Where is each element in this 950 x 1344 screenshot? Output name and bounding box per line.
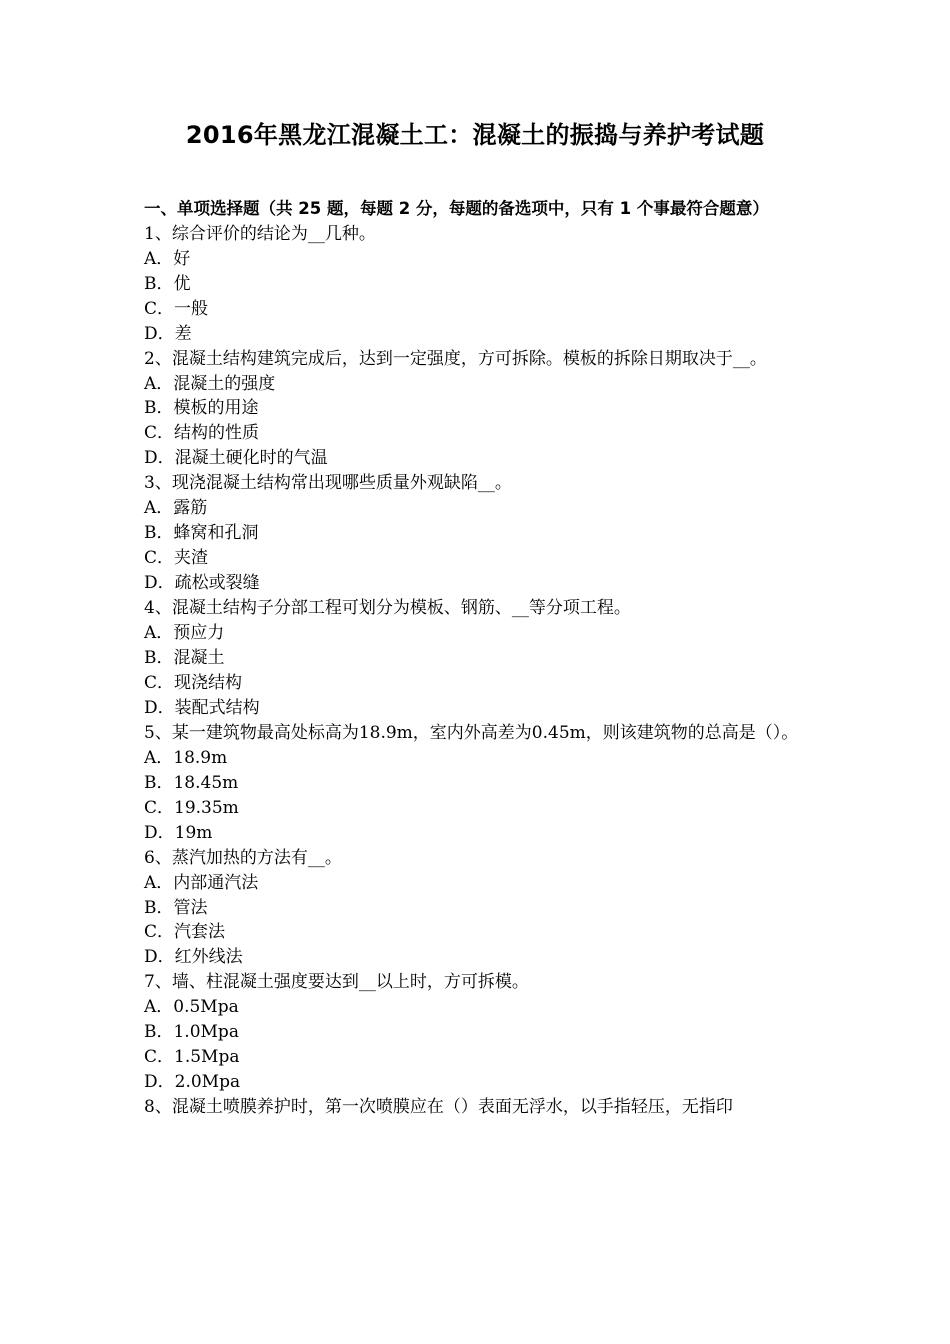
option-a: A．好 — [144, 248, 191, 269]
option-b: B．管法 — [144, 897, 208, 918]
option-d: D．19m — [144, 822, 213, 843]
option-c: C．汽套法 — [144, 922, 226, 943]
option-d: D．混凝土硬化时的气温 — [144, 448, 328, 469]
option-b: B．18.45m — [144, 772, 239, 793]
question-text: 8、混凝土喷膜养护时，第一次喷膜应在（）表面无浮水，以手指轻压，无指印 — [144, 1097, 733, 1118]
question-1 — [144, 222, 808, 347]
question-text: 1、综合评价的结论为__几种。 — [144, 223, 376, 244]
option-b: B．优 — [144, 273, 191, 294]
option-d: D．差 — [144, 323, 192, 344]
option-d: D．2.0Mpa — [144, 1072, 241, 1093]
question-text: 3、现浇混凝土结构常出现哪些质量外观缺陷__。 — [144, 473, 512, 494]
option-b: B．混凝土 — [144, 648, 225, 668]
question-text: 6、蒸汽加热的方法有__。 — [144, 847, 342, 868]
question-6 — [144, 846, 808, 971]
question-text: 2、混凝土结构建筑完成后，达到一定强度，方可拆除。模板的拆除日期取决于__。 — [144, 348, 767, 369]
question-2 — [144, 347, 808, 472]
option-a: A．0.5Mpa — [144, 997, 239, 1018]
option-c: C．19.35m — [144, 797, 239, 818]
option-a: A．混凝土的强度 — [144, 373, 276, 394]
option-d: D．疏松或裂缝 — [144, 573, 260, 594]
option-d: D．红外线法 — [144, 947, 243, 968]
question-text: 7、墙、柱混凝土强度要达到__以上时，方可拆模。 — [144, 972, 529, 993]
option-d: D．装配式结构 — [144, 697, 260, 718]
option-b: B．模板的用途 — [144, 398, 259, 419]
option-c: C．夹渣 — [144, 548, 209, 569]
option-a: A．露筋 — [144, 498, 208, 519]
option-c: C．1.5Mpa — [144, 1047, 240, 1068]
option-a: A．预应力 — [144, 623, 225, 644]
option-a: A．18.9m — [144, 747, 228, 768]
question-text: 5、某一建筑物最高处标高为18.9m，室内外高差为0.45m，则该建筑物的总高是（）。 — [144, 722, 799, 743]
option-c: C．一般 — [144, 298, 209, 319]
option-b: B．1.0Mpa — [144, 1022, 239, 1043]
document-title: 2016年黑龙江混凝土工：混凝土的振捣与养护考试题 — [185, 121, 765, 149]
document-content — [144, 197, 808, 1120]
section-heading: 一、单项选择题（共 25 题，每题 2 分，每题的备选项中，只有 1 个事最符合题意） — [144, 199, 769, 218]
question-7 — [144, 970, 808, 1095]
option-c: C．结构的性质 — [144, 423, 260, 444]
question-text: 4、混凝土结构子分部工程可划分为模板、钢筋、__等分项工程。 — [144, 598, 631, 619]
question-4 — [144, 596, 808, 721]
question-3 — [144, 471, 808, 596]
question-5 — [144, 721, 808, 846]
option-a: A．内部通汽法 — [144, 872, 259, 893]
option-b: B．蜂窝和孔洞 — [144, 523, 259, 544]
option-c: C．现浇结构 — [144, 672, 243, 693]
question-8 — [144, 1095, 808, 1120]
